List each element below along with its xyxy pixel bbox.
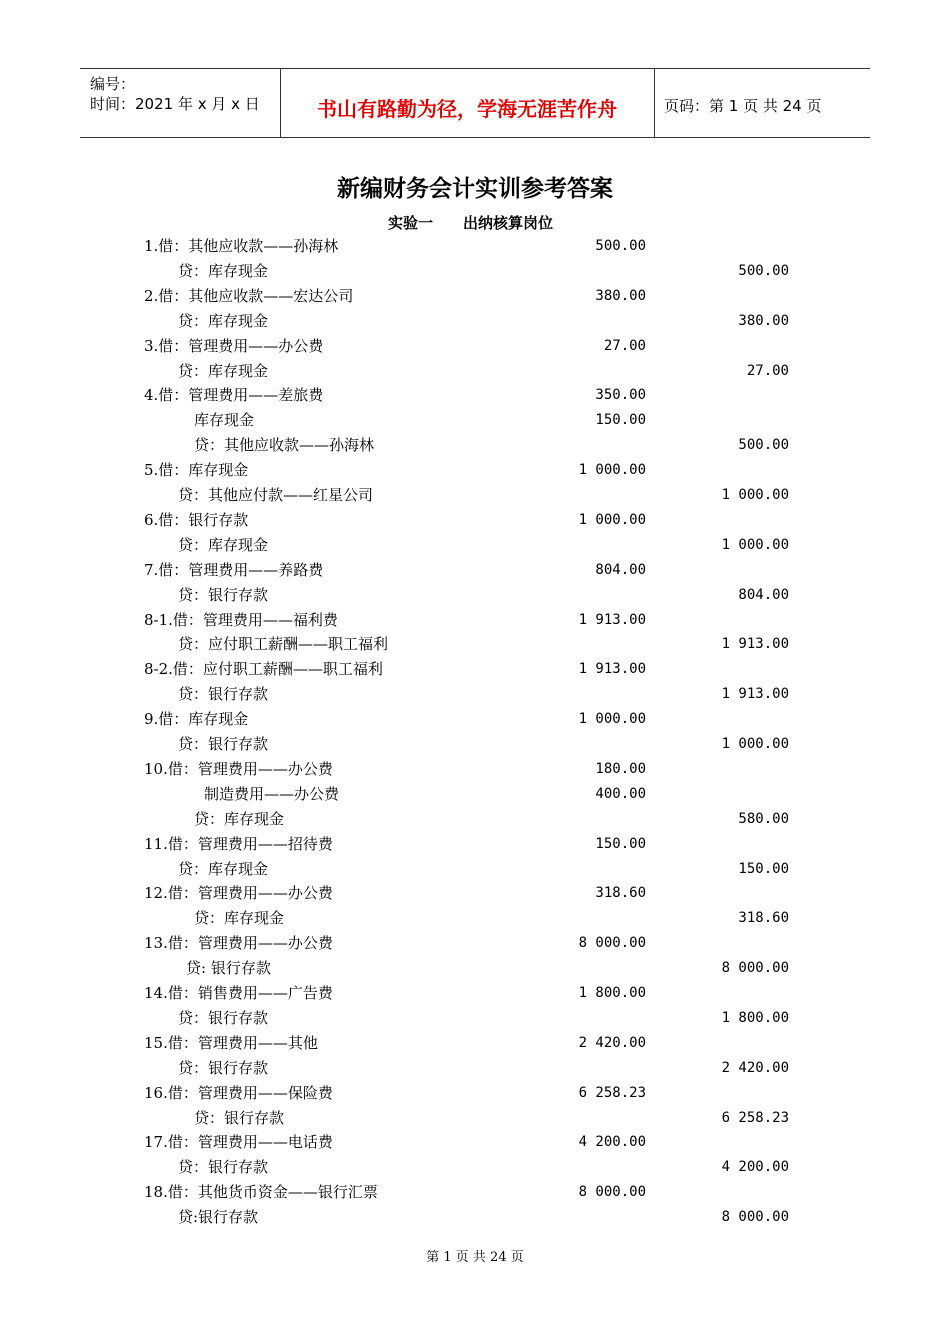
journal-row <box>0 757 950 781</box>
motto: 书山有路勤为径，学海无涯苦作舟 <box>317 97 617 121</box>
journal-row <box>0 682 950 706</box>
journal-row <box>0 782 950 806</box>
debit-amount: 1 000.00 <box>578 511 646 528</box>
debit-amount: 1 000.00 <box>578 462 646 479</box>
account-text: 贷：库存现金 <box>194 809 285 828</box>
journal-row <box>0 334 950 358</box>
credit-amount: 6 258.23 <box>721 1109 789 1126</box>
debit-amount: 318.60 <box>595 885 646 902</box>
account-text: 15.借：管理费用——其他 <box>144 1033 318 1052</box>
journal-row <box>0 458 950 482</box>
debit-amount: 500.00 <box>595 238 646 254</box>
serial-label: 编号： <box>90 75 136 93</box>
credit-amount: 500.00 <box>738 262 789 279</box>
journal-row <box>0 657 950 681</box>
debit-amount: 1 000.00 <box>578 711 646 728</box>
credit-amount: 1 000.00 <box>721 536 789 553</box>
account-text: 贷：银行存款 <box>178 1158 269 1177</box>
debit-amount: 1 913.00 <box>578 661 646 678</box>
account-text: 贷：库存现金 <box>178 859 269 878</box>
journal-row <box>0 608 950 632</box>
section-subtitle: 实验一 出纳核算岗位 <box>388 214 554 232</box>
journal-row <box>0 857 950 881</box>
debit-amount: 2 420.00 <box>578 1034 646 1051</box>
journal-row <box>0 408 950 432</box>
credit-amount: 150.00 <box>738 860 789 877</box>
account-text: 4.借：管理费用——差旅费 <box>144 386 324 405</box>
account-text: 3.借：管理费用——办公费 <box>144 336 324 355</box>
debit-amount: 150.00 <box>595 412 646 429</box>
account-text: 5.借：库存现金 <box>144 461 249 480</box>
journal-row <box>0 483 950 507</box>
credit-amount: 580.00 <box>738 810 789 827</box>
journal-row <box>0 1180 950 1204</box>
account-text: 10.借：管理费用——办公费 <box>144 759 333 778</box>
account-text: 贷: 银行存款 <box>186 959 271 978</box>
credit-amount: 804.00 <box>738 586 789 603</box>
journal-row <box>0 732 950 756</box>
account-text: 贷：应付职工薪酬——职工福利 <box>178 635 389 654</box>
journal-row <box>0 433 950 457</box>
journal-row <box>0 583 950 607</box>
journal-row <box>0 558 950 582</box>
account-text: 8-1.借：管理费用——福利费 <box>144 610 338 629</box>
credit-amount: 318.60 <box>738 910 789 927</box>
credit-amount: 8 000.00 <box>721 1209 789 1226</box>
journal-row <box>0 1006 950 1030</box>
account-text: 制造费用——办公费 <box>204 784 340 803</box>
page-header <box>80 68 870 138</box>
account-text: 7.借：管理费用——养路费 <box>144 560 324 579</box>
account-text: 14.借：销售费用——广告费 <box>144 984 333 1002</box>
journal-row <box>0 234 950 258</box>
account-text: 贷：库存现金 <box>178 535 269 554</box>
debit-amount: 27.00 <box>603 337 646 354</box>
account-text: 1.借：其他应收款——孙海林 <box>144 237 339 255</box>
debit-amount: 380.00 <box>595 287 646 304</box>
account-text: 贷：库存现金 <box>194 909 285 928</box>
journal-row <box>0 284 950 308</box>
credit-amount: 27.00 <box>746 362 789 379</box>
page-number-label: 页码：第 1 页 共 24 页 <box>664 97 822 115</box>
account-text: 贷：其他应收款——孙海林 <box>194 436 375 455</box>
journal-row <box>0 707 950 731</box>
credit-amount: 500.00 <box>738 437 789 454</box>
account-text: 贷：其他应付款——红星公司 <box>178 486 374 504</box>
journal-row <box>0 1130 950 1154</box>
account-text: 贷：银行存款 <box>178 685 269 704</box>
debit-amount: 180.00 <box>595 760 646 777</box>
account-text: 贷：库存现金 <box>178 311 269 330</box>
journal-row <box>0 1056 950 1080</box>
account-text: 贷：银行存款 <box>178 1058 269 1077</box>
debit-amount: 350.00 <box>595 387 646 404</box>
account-text: 2.借：其他应收款——宏达公司 <box>144 286 354 305</box>
account-text: 贷：库存现金 <box>178 361 269 380</box>
journal-row <box>0 981 950 1005</box>
journal-row <box>0 1106 950 1130</box>
header-divider <box>654 69 655 137</box>
journal-row <box>0 832 950 856</box>
journal-row <box>0 259 950 283</box>
document-title: 新编财务会计实训参考答案 <box>337 176 613 202</box>
account-text: 8-2.借：应付职工薪酬——职工福利 <box>144 660 383 679</box>
journal-row <box>0 881 950 905</box>
journal-row <box>0 632 950 656</box>
credit-amount: 4 200.00 <box>721 1159 789 1176</box>
credit-amount: 1 000.00 <box>721 487 789 503</box>
journal-row <box>0 1205 950 1229</box>
account-text: 贷：银行存款 <box>178 735 269 753</box>
journal-row <box>0 1081 950 1105</box>
credit-amount: 2 420.00 <box>721 1059 789 1076</box>
account-text: 贷：银行存款 <box>194 1108 285 1127</box>
journal-row <box>0 906 950 930</box>
account-text: 6.借：银行存款 <box>144 510 249 529</box>
credit-amount: 1 913.00 <box>721 686 789 703</box>
debit-amount: 1 800.00 <box>578 985 646 1001</box>
account-text: 17.借：管理费用——电话费 <box>144 1133 333 1152</box>
account-text: 16.借：管理费用——保险费 <box>144 1083 333 1102</box>
account-text: 9.借：库存现金 <box>144 710 249 729</box>
journal-row <box>0 508 950 532</box>
journal-row <box>0 956 950 980</box>
journal-row <box>0 533 950 557</box>
time-label: 时间：2021 年 x 月 x 日 <box>90 95 260 113</box>
account-text: 12.借：管理费用——办公费 <box>144 884 333 903</box>
debit-amount: 400.00 <box>595 785 646 802</box>
account-text: 贷:银行存款 <box>178 1208 259 1227</box>
credit-amount: 1 913.00 <box>721 636 789 653</box>
debit-amount: 6 258.23 <box>578 1084 646 1101</box>
debit-amount: 8 000.00 <box>578 935 646 952</box>
debit-amount: 8 000.00 <box>578 1184 646 1201</box>
journal-row <box>0 1031 950 1055</box>
page-footer: 第 1 页 共 24 页 <box>426 1250 524 1265</box>
credit-amount: 380.00 <box>738 312 789 329</box>
journal-row <box>0 309 950 333</box>
journal-row <box>0 383 950 407</box>
debit-amount: 1 913.00 <box>578 611 646 628</box>
journal-row <box>0 1155 950 1179</box>
debit-amount: 150.00 <box>595 835 646 852</box>
credit-amount: 8 000.00 <box>721 960 789 977</box>
debit-amount: 804.00 <box>595 561 646 578</box>
credit-amount: 1 000.00 <box>721 736 789 752</box>
account-text: 库存现金 <box>194 411 255 430</box>
account-text: 13.借：管理费用——办公费 <box>144 934 333 953</box>
journal-row <box>0 359 950 383</box>
credit-amount: 1 800.00 <box>721 1009 789 1026</box>
journal-row <box>0 807 950 831</box>
journal-row <box>0 931 950 955</box>
account-text: 18.借：其他货币资金——银行汇票 <box>144 1183 378 1202</box>
account-text: 11.借：管理费用——招待费 <box>144 834 333 853</box>
debit-amount: 4 200.00 <box>578 1134 646 1151</box>
account-text: 贷：银行存款 <box>178 1008 269 1027</box>
account-text: 贷：银行存款 <box>178 585 269 604</box>
account-text: 贷：库存现金 <box>178 261 269 280</box>
